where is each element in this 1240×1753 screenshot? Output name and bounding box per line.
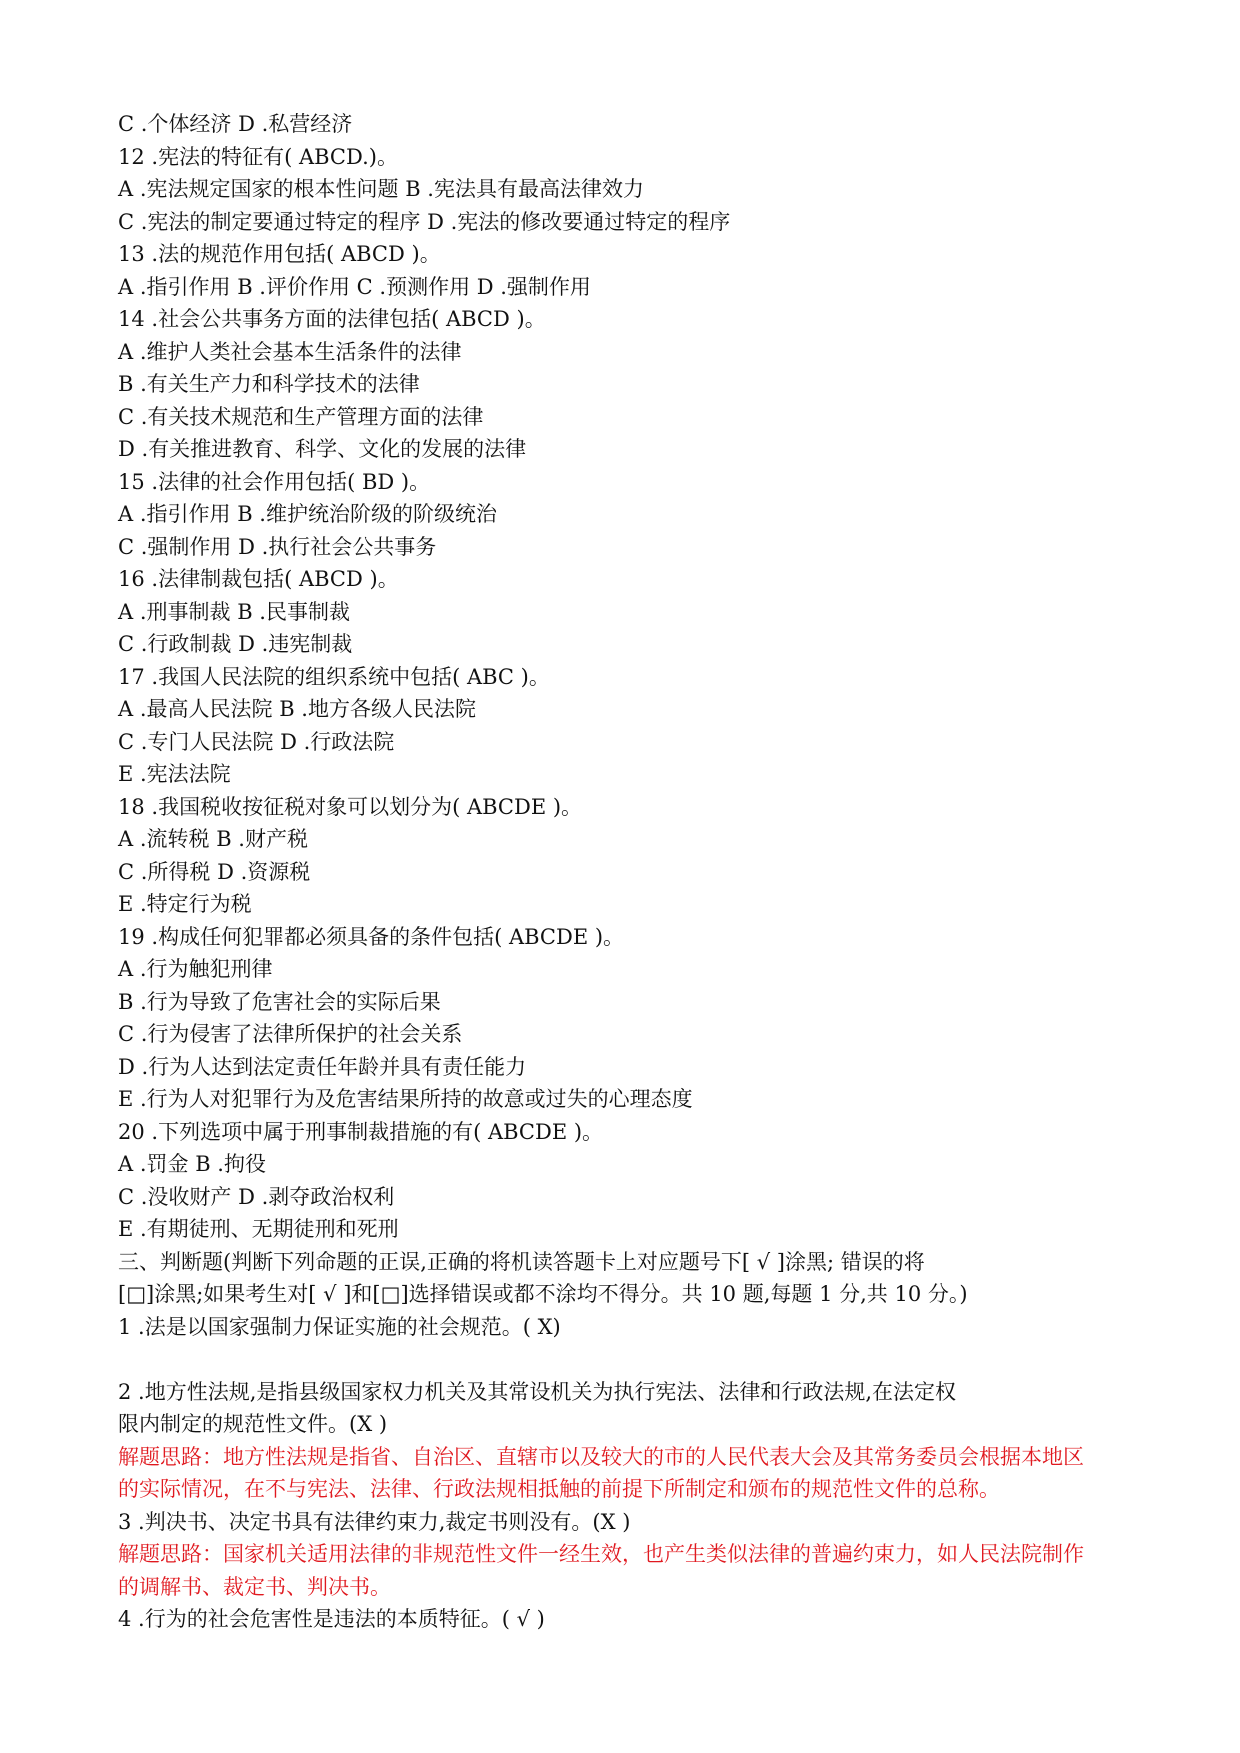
text-line: 17 .我国人民法院的组织系统中包括( ABC )。 bbox=[118, 664, 550, 689]
explanation-line: 解题思路：地方性法规是指省、自治区、直辖市以及较大的市的人民代表大会及其常务委员会根据本地区 bbox=[118, 1444, 1084, 1469]
blank-line bbox=[118, 1343, 1158, 1376]
explanation-line: 解题思路：国家机关适用法律的非规范性文件一经生效，也产生类似法律的普遍约束力，如人民法院制作 bbox=[118, 1542, 1084, 1566]
text-line: E .有期徒刑、无期徒刑和死刑 bbox=[118, 1217, 399, 1241]
text-line: A .流转税 B .财产税 bbox=[118, 827, 308, 851]
text-line: A .指引作用 B .评价作用 C .预测作用 D .强制作用 bbox=[118, 274, 591, 299]
text-line: 19 .构成任何犯罪都必须具备的条件包括( ABCDE )。 bbox=[118, 924, 625, 949]
text-line: 三、判断题(判断下列命题的正误,正确的将机读答题卡上对应题号下[ √ ]涂黑; 错误的将 bbox=[118, 1249, 925, 1274]
text-line: A .最高人民法院 B .地方各级人民法院 bbox=[118, 697, 476, 721]
text-line: C .个体经济 D .私营经济 bbox=[118, 112, 353, 136]
text-line: 14 .社会公共事务方面的法律包括( ABCD )。 bbox=[118, 307, 546, 331]
text-line: 13 .法的规范作用包括( ABCD )。 bbox=[118, 242, 441, 266]
text-line: 12 .宪法的特征有( ABCD.)。 bbox=[118, 144, 398, 169]
text-line: 3 .判决书、决定书具有法律约束力,裁定书则没有。(X ) bbox=[118, 1509, 631, 1534]
text-line: C .强制作用 D .执行社会公共事务 bbox=[118, 534, 437, 559]
text-line: A .维护人类社会基本生活条件的法律 bbox=[118, 339, 462, 364]
explanation-line: 的实际情况，在不与宪法、法律、行政法规相抵触的前提下所制定和颁布的规范性文件的总称。 bbox=[118, 1477, 1000, 1501]
text-line: D .有关推进教育、科学、文化的发展的法律 bbox=[118, 437, 527, 461]
text-line: B .有关生产力和科学技术的法律 bbox=[118, 372, 420, 396]
text-line: 4 .行为的社会危害性是违法的本质特征。( √ ) bbox=[118, 1607, 545, 1631]
text-line: A .罚金 B .拘役 bbox=[118, 1152, 266, 1176]
text-line: C .宪法的制定要通过特定的程序 D .宪法的修改要通过特定的程序 bbox=[118, 209, 731, 234]
text-line: C .有关技术规范和生产管理方面的法律 bbox=[118, 404, 484, 429]
text-line: A .宪法规定国家的根本性问题 B .宪法具有最高法律效力 bbox=[118, 177, 644, 201]
text-line: A .刑事制裁 B .民事制裁 bbox=[118, 599, 350, 624]
text-line: C .行政制裁 D .违宪制裁 bbox=[118, 632, 353, 656]
text-line: C .专门人民法院 D .行政法院 bbox=[118, 729, 395, 754]
text-line: 18 .我国税收按征税对象可以划分为( ABCDE )。 bbox=[118, 794, 583, 819]
text-line: E .宪法法院 bbox=[118, 762, 231, 786]
text-line: 2 .地方性法规,是指县级国家权力机关及其常设机关为执行宪法、法律和行政法规,在法定权 bbox=[118, 1379, 957, 1404]
text-line: A .指引作用 B .维护统治阶级的阶级统治 bbox=[118, 502, 497, 526]
text-line: E .行为人对犯罪行为及危害结果所持的故意或过失的心理态度 bbox=[118, 1087, 693, 1111]
text-line: C .所得税 D .资源税 bbox=[118, 859, 311, 884]
text-line: 16 .法律制裁包括( ABCD )。 bbox=[118, 567, 399, 591]
text-line: 15 .法律的社会作用包括( BD )。 bbox=[118, 469, 431, 494]
text-line: 1 .法是以国家强制力保证实施的社会规范。( X) bbox=[118, 1314, 561, 1339]
text-line: 20 .下列选项中属于刑事制裁措施的有( ABCDE )。 bbox=[118, 1119, 604, 1144]
text-line: A .行为触犯刑律 bbox=[118, 957, 273, 981]
text-line: [□]涂黑;如果考生对[ √ ]和[□]选择错误或都不涂均不得分。共 10 题,每题 1 分,共 10 分。) bbox=[118, 1282, 968, 1306]
text-line: C .没收财产 D .剥夺政治权利 bbox=[118, 1184, 395, 1209]
text-line: 限内制定的规范性文件。(X ) bbox=[118, 1412, 388, 1436]
text-line: C .行为侵害了法律所保护的社会关系 bbox=[118, 1022, 463, 1046]
text-line: B .行为导致了危害社会的实际后果 bbox=[118, 989, 441, 1014]
text-line: E .特定行为税 bbox=[118, 892, 252, 916]
document-page bbox=[118, 108, 1158, 1636]
text-line: D .行为人达到法定责任年龄并具有责任能力 bbox=[118, 1054, 527, 1079]
explanation-line: 的调解书、裁定书、判决书。 bbox=[118, 1574, 391, 1599]
